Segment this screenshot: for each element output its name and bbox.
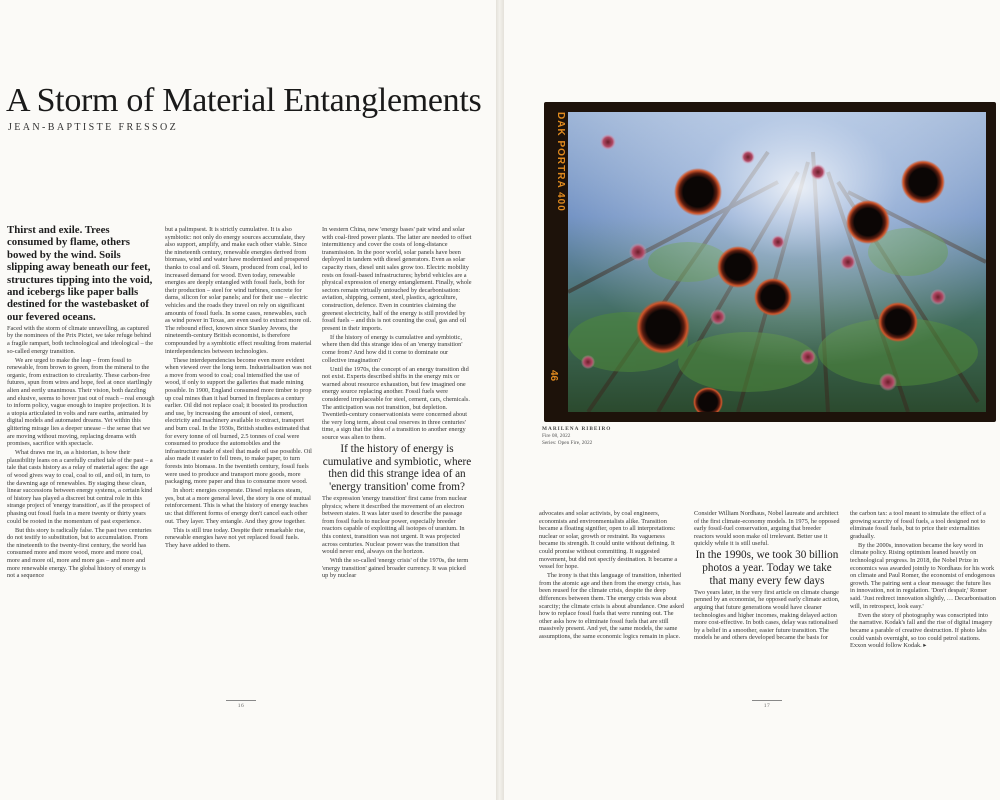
- column-1: [7, 224, 155, 581]
- paragraph: With the so-called 'energy crisis' of the 1970s, the term 'energy transition' gained broader currency. It was picked up by nuclear: [322, 557, 469, 580]
- paragraph: Consider William Nordhaus, Nobel laureate and architect of the first climate-economy models. In 1975, he opposed early fossil-fuel conservation, arguing that breeder reactors would soon make oil irrelevant. Better use it quickly while it is still useful.: [694, 510, 840, 548]
- film-edge-text: DAK PORTRA 400: [555, 112, 566, 212]
- paragraph: We are urged to make the leap – from fossil to renewable, from brown to green, from the mineral to the organic, from extraction to circularity. These carbon-free futures, spun from wires and hope, feel at once startlingly alien and eerily unanimous. Their vision, both dazzling and elusive, seems to hover just out of reach – real enough to inform policy, vague enough to inspire projection. It is a utopia articulated in volts and rare earths, animated by digital models and automated dreams. Yet within this glittering mirage lies a deeper unease – the sense that we are moving without moving, replacing dreams with promises, sacrifice with spectacle.: [7, 356, 155, 448]
- article-author: JEAN-BAPTISTE FRESSOZ: [8, 122, 179, 133]
- caption-series: Series: Open Fire, 2022: [542, 439, 593, 446]
- article-lede: Thirst and exile. Trees consumed by flame, others bowed by the wind. Soils slipping away beneath our feet, structures tipping into the void, and icebergs like paper balls destined for the wastebasket of our fevered oceans.: [7, 224, 153, 323]
- film-frame-number: 46: [548, 370, 559, 382]
- paragraph: By the 2000s, innovation became the key word in climate policy. Rising optimism leaned heavily on technological progress. In 2018, the Nobel Prize in economics was awarded jointly to Nordhaus for his work on climate and Paul Romer, the economist of endogenous growth. The pairing sent a clear message: the future lies in innovation, not in regulation. 'Don't despair,' Romer said. 'Just redirect innovation slightly, … Decarbonisation will, in retrospect, look easy.': [850, 541, 996, 610]
- paragraph: Until the 1970s, the concept of an energy transition did not exist. Experts described shifts in the energy mix or warned about resource exhaustion, but few imagined one energy source replacing another. Fossil fuels were considered irreplaceable for steel, cement, cars, chemicals. The anticipation was not transition, but depletion. Twentieth-century conservationists were concerned about the very long term, about coal reserves in three centuries' time, a sign that the idea of a transition to another energy source was alien to them.: [322, 365, 470, 442]
- pull-quote: In the 1990s, we took 30 billion photos a year. Today we take that many every few days: [695, 549, 839, 587]
- paragraph: the carbon tax: a tool meant to simulate the effect of a growing scarcity of fossil fuels, a tool designed not to eliminate fossil fuels, but to price their externalities gradually.: [850, 510, 986, 540]
- paragraph: In short: energies cooperate. Diesel replaces steam, yes, but at a more general level, the story is one of mutual reinforcement. This is what the history of energy teaches us: that different forms of energy don't cancel each other out. They layer. They entangle. And they grow together.: [165, 487, 311, 525]
- photographer-name: MARILENA RIBEIRO: [542, 426, 612, 432]
- column-2: [165, 226, 313, 551]
- paragraph: If the history of energy is cumulative and symbiotic, where then did this strange idea of an 'energy transition' come from? And how did it come to dominate our collective imagination?: [322, 333, 463, 364]
- article-title: A Storm of Material Entanglements: [6, 82, 482, 119]
- column-4: [539, 510, 685, 642]
- paragraph: Even the story of photography was conscripted into the narrative. Kodak's fall and the rise of digital imagery became a parable of creative destruction. If photo labs could vanish overnight, so too could petrol stations. Exxon would follow Kodak. ▸: [850, 611, 993, 650]
- folio-rule: [752, 700, 782, 701]
- paragraph: This is still true today. Despite their remarkable rise, renewable energies have not yet replaced fossil fuels. They have added to them.: [165, 526, 306, 549]
- column-3: [322, 226, 472, 582]
- forest-image: [568, 112, 986, 412]
- photograph: [544, 102, 996, 422]
- page-number-right: 17: [763, 703, 771, 709]
- paragraph: Two years later, in the very first article on climate change penned by an economist, he opposed early climate action, arguing that future generations would have cleaner technologies and higher incomes, making delayed action more cost-effective. In both cases, delay was rationalised by a belief in a smoother, easier future transition. The models he and others developed became the basis for: [694, 588, 840, 642]
- page-gutter: [496, 0, 504, 800]
- page-number-left: 16: [237, 703, 245, 709]
- caption-title: Fire 08, 2022: [542, 432, 571, 439]
- paragraph: But this story is radically false. The past two centuries do not testify to substitution, but to accumulation. From the nineteenth to the twenty-first century, the world has consumed more and more wood, more and more coal, more and more oil, more and more gas – and more and more renewable energy. The global history of energy is not a sequence: [7, 526, 152, 580]
- paragraph: These interdependencies become even more evident when viewed over the long term. Industrialisation was not a move from wood to coal; coal intensified the use of wood, if only to support the galleries that made mining possible. In 1900, England consumed more timber to prop up coal mines than it had burned in fireplaces a century earlier. Oil did not replace coal; it boosted its production and use, by increasing the amount of steel, cement, electricity and machinery available to extract, transport and burn coal. In the 1930s, British studies estimated that for every tonne of oil burned, 2.5 tonnes of coal were consumed to produce the automobiles and the infrastructure made of steel that made oil use possible. Oil also made it easier to fell trees, to make paper, to turn forests into biomass. In the twentieth century, fossil fuels were used to produce and transport more goods, more packaging, more paper and thus to consume more wood.: [165, 356, 312, 486]
- paragraph: In western China, new 'energy bases' pair wind and solar with coal-fired power plants. The latter are needed to offset intermittency and cover the costs of long-distance transmission. In the poor world, solar panels have been deployed in tandem with diesel generators. Even as solar capacity rises, diesel unit sales grow too. Electric mobility rests on fossil-based infrastructures; hybrid vehicles are a physical expression of energy entanglement. Finally, whole sectors remain virtually untouched by decarbonisation: aviation, shipping, cement, steel, plastics, agriculture, construction, defence. Even in countries claiming the greenest electricity, half of the energy is still provided by fossil fuels – and this is not counting the coal, gas and oil present in their imports.: [322, 226, 472, 332]
- paragraph: but a palimpsest. It is strictly cumulative. It is also symbiotic: not only do energy sources accumulate, they also support, amplify, and make each other viable. Since the nineteenth century, renewable energies derived from biomass, wind and water have modernised and prospered thanks to coal and oil. Steam, produced from coal, led to increased demand for wood. Even today, renewable energies are deeply entangled with fossil fuels, both for their production – steel for wind turbines, concrete for dams, silicon for solar panels; and for their use – electric vehicles and the roads they travel on rely on significant amounts of fossil fuels. In some cases, renewables, such as wind power in Texas, are even used to extract more oil. The rebound effect, known since Stanley Jevons, the nineteenth-century British economist, is therefore compounded by a symbiotic effect resulting from material interdependencies between technologies.: [165, 226, 312, 355]
- column-6: [850, 510, 996, 651]
- paragraph: Faced with the storm of climate unravelling, as captured by the nominees of the Prix Pictet, we take refuge behind a fragile rampart, both technological and ideological – the so-called energy transition.: [7, 324, 153, 355]
- folio-rule: [226, 700, 256, 701]
- pull-quote: If the history of energy is cumulative and symbiotic, where then did this strange idea of an 'energy transition' come from?: [322, 443, 472, 493]
- paragraph: advocates and solar activists, by coal engineers, economists and environmentalists alike. Transition became a floating signifier, open to all interpretations: nuclear or solar, growth or restraint. Its vagueness became its strength. It could unite without defining. It could promise without committing. It suggested movement, but did not specify destination. It became a vessel for hope.: [539, 510, 678, 571]
- column-5: [694, 510, 840, 643]
- paragraph: The expression 'energy transition' first came from nuclear physics; where it described the movement of an electron between states. It was later used to describe the passage from fossil fuels to nuclear power, especially breeder reactors capable of exploiting all isotopes of uranium. In this context, transition was not urgent. It was projected across centuries. Nuclear power was the transition that would never end, always on the horizon.: [322, 495, 468, 556]
- paragraph: The irony is that this language of transition, inherited from the atomic age and then from the energy crisis, has been reused for the climate crisis, despite the deep differences between them. The energy crisis was about scarcity; the climate crisis is about abundance. One asked how to replace fossil fuels that were running out. The other asks how to eliminate fossil fuels that are still massively present. And yet, the same models, the same assumptions, the same economic logics remain in place.: [539, 572, 684, 640]
- paragraph: What draws me in, as a historian, is how their plausibility leans on a carefully crafted tale of the past – a tale that casts history as a relay of material ages: the age of wood gives way to coal, coal to oil, and oil, in turn, to the dawning age of renewables. By staging these clean, linear successions between energy systems, a certain kind of history has played a discreet but central role in this strange project of 'energy transition', as if the prospect of phasing out fossil fuels in a mere twenty or thirty years could be rooted in the momentum of past experience.: [7, 449, 153, 525]
- photo-caption: [542, 426, 742, 446]
- photo-image: [568, 112, 986, 412]
